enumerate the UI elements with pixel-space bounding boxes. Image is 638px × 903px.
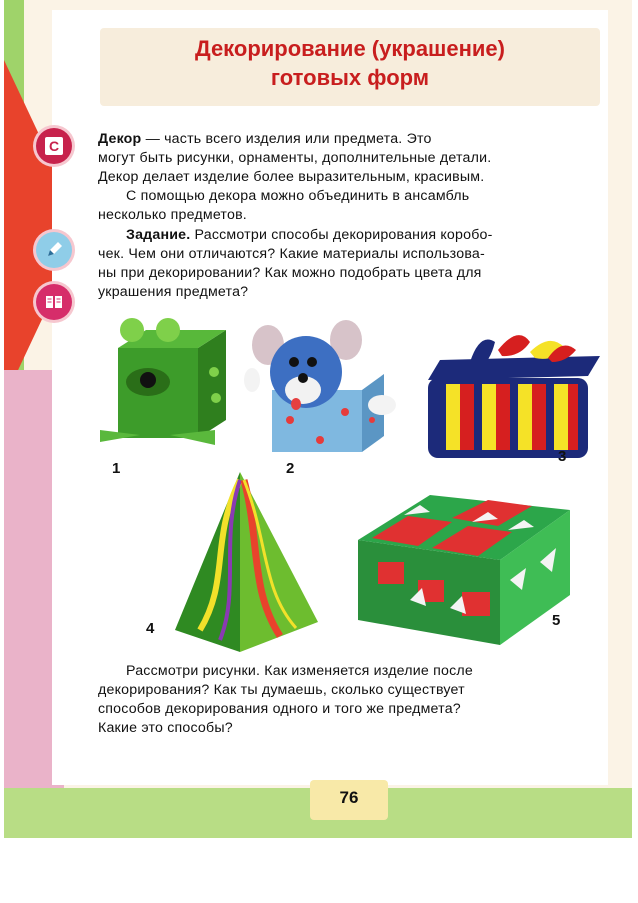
- task-line-4: украшения предмета?: [98, 284, 249, 300]
- definition-line-5: несколько предметов.: [98, 207, 247, 223]
- question-line-2: декорирования? Как ты думаешь, сколько существует: [98, 682, 465, 698]
- figure-number-5: 5: [552, 612, 561, 629]
- svg-text:С: С: [48, 138, 60, 154]
- yarn-box-image: [428, 335, 600, 458]
- title-line-1: Декорирование (украшение): [195, 36, 505, 61]
- figure-number-3: 3: [558, 448, 567, 465]
- figure-number-2: 2: [286, 460, 295, 477]
- task-line-2: чек. Чем они отличаются? Какие материалы использова-: [98, 246, 485, 262]
- term-decor: Декор: [98, 131, 142, 147]
- question-paragraph: [98, 662, 600, 738]
- term-task: Задание.: [126, 227, 191, 243]
- task-line-3: ны при декорировании? Как можно подобрать цвета для: [98, 265, 482, 281]
- green-box-image: [358, 495, 570, 645]
- definition-line-1: — часть всего изделия или предмета. Это: [141, 131, 432, 147]
- question-line-4: Какие это способы?: [98, 720, 233, 736]
- task-line-1: Рассмотри способы декорирования коробо-: [190, 227, 493, 243]
- page-number: 76: [339, 788, 359, 807]
- figure-number-4: 4: [146, 620, 155, 637]
- question-line-3: способов декорирования одного и того же предмета?: [98, 701, 461, 717]
- pyramid-image: [175, 472, 318, 652]
- mouse-box-image: [244, 320, 396, 452]
- definition-line-4: С помощью декора можно объединить в ансамбль: [126, 188, 470, 204]
- title-line-2: готовых форм: [270, 65, 430, 90]
- frog-box-image: [100, 318, 226, 445]
- definition-line-3: Декор делает изделие более выразительным, красивым.: [98, 169, 485, 185]
- question-line-1: Рассмотри рисунки. Как изменяется изделие после: [126, 663, 473, 679]
- figure-number-1: 1: [112, 460, 121, 477]
- definition-line-2: могут быть рисунки, орнаменты, дополнительные детали.: [98, 150, 492, 166]
